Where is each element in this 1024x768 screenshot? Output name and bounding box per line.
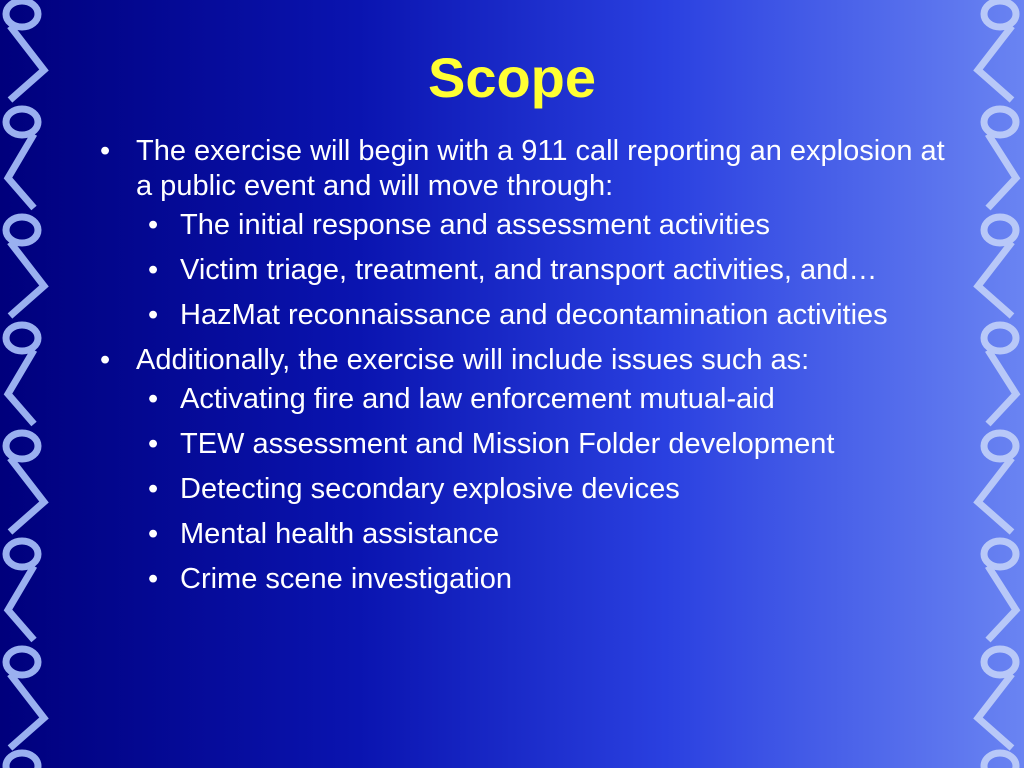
bullet-icon: • (148, 383, 159, 415)
slide-title: Scope (427, 46, 597, 109)
bullet-icon: • (148, 563, 159, 595)
sub-bullet-text: Crime scene investigation (180, 563, 513, 595)
sub-bullet-list (136, 208, 946, 333)
bullet-icon: • (148, 254, 159, 286)
bullet-icon: • (148, 299, 159, 331)
sub-bullet-text: TEW assessment and Mission Folder development (180, 428, 835, 460)
sub-bullet-item (136, 253, 946, 288)
sub-bullet-item (136, 562, 946, 597)
sub-bullet-text: Mental health assistance (180, 518, 500, 550)
bullet-text: Additionally, the exercise will include issues such as: (136, 344, 810, 376)
sub-bullet-text: Detecting secondary explosive devices (180, 473, 680, 505)
sub-bullet-item (136, 517, 946, 552)
sub-bullet-item (136, 427, 946, 462)
slide-body (96, 134, 946, 607)
sub-bullet-text: Activating fire and law enforcement mutual-aid (180, 383, 775, 415)
bullet-icon: • (100, 135, 111, 167)
sub-bullet-item (136, 298, 946, 333)
bullet-icon: • (148, 428, 159, 460)
sub-bullet-text: Victim triage, treatment, and transport activities, and… (180, 254, 878, 286)
sub-bullet-item (136, 472, 946, 507)
sub-bullet-text: The initial response and assessment activities (180, 209, 770, 241)
sub-bullet-item (136, 208, 946, 243)
bullet-icon: • (100, 344, 111, 376)
bullet-text: The exercise will begin with a 911 call reporting an explosion at a public event and will move through: (136, 135, 945, 202)
sub-bullet-item (136, 382, 946, 417)
bullet-item (96, 343, 946, 597)
sub-bullet-list (136, 382, 946, 597)
bullet-list (96, 134, 946, 597)
bullet-icon: • (148, 473, 159, 505)
bullet-icon: • (148, 518, 159, 550)
bullet-icon: • (148, 209, 159, 241)
bullet-item (96, 134, 946, 333)
sub-bullet-text: HazMat reconnaissance and decontamination activities (180, 299, 888, 331)
